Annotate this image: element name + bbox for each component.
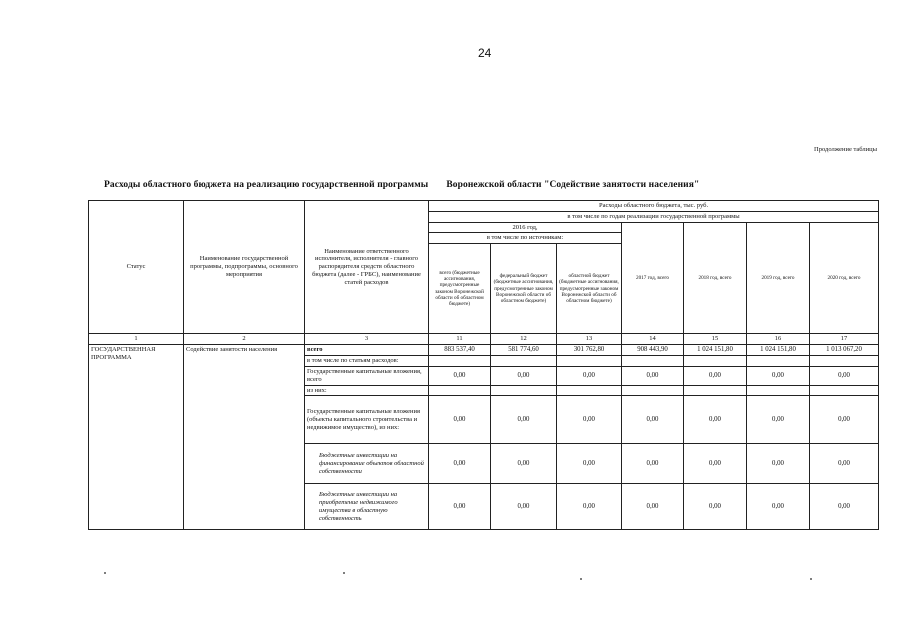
cell-value: 0,00 — [622, 444, 684, 484]
table-row — [89, 344, 879, 355]
cell-value: 1 024 151,80 — [684, 344, 747, 355]
header-executor: Наименование ответственного исполнителя, исполнителя - главного распорядителя средств областного бюджета (далее - ГРБС), наименование статей расходов — [305, 201, 429, 334]
table-title-part2: Воронежской области "Содействие занятости населения" — [446, 180, 700, 190]
scan-speck — [810, 578, 812, 580]
header-expenses-title: Расходы областного бюджета, тыс. руб. — [429, 201, 879, 212]
cell-value: 0,00 — [810, 366, 879, 385]
cell-value: 0,00 — [684, 396, 747, 444]
header-2020: 2020 год, всего — [810, 222, 879, 334]
cell-value: 0,00 — [557, 484, 622, 530]
col-number: 13 — [557, 334, 622, 345]
cell-value: 883 537,40 — [429, 344, 491, 355]
cell-value: 0,00 — [747, 444, 810, 484]
row-label: Бюджетные инвестиции на финансирование объектов областной собственности — [305, 444, 429, 484]
cell-value: 0,00 — [429, 484, 491, 530]
cell-value: 0,00 — [622, 396, 684, 444]
header-total-2016: всего (бюджетные ассигнования, предусмотренные законом Воронежской области об областном бюджете) — [429, 244, 491, 334]
header-status: Статус — [89, 201, 184, 334]
cell-value: 0,00 — [491, 366, 557, 385]
cell-value: 0,00 — [684, 444, 747, 484]
header-regional-2016: областной бюджет (бюджетные ассигнования, предусмотренные законом Воронежской области об областном бюджете) — [557, 244, 622, 334]
status-cell: ГОСУДАРСТВЕННАЯ ПРОГРАММА — [89, 344, 184, 529]
col-number: 15 — [684, 334, 747, 345]
budget-table — [88, 200, 879, 530]
header-2019: 2019 год, всего — [747, 222, 810, 334]
page-number: 24 — [478, 46, 492, 60]
cell-value: 908 443,90 — [622, 344, 684, 355]
continuation-note: Продолжение таблицы — [814, 146, 877, 153]
cell-value: 0,00 — [491, 444, 557, 484]
scan-speck — [343, 572, 345, 574]
cell-value: 0,00 — [810, 484, 879, 530]
cell-value: 0,00 — [622, 366, 684, 385]
col-number: 2 — [184, 334, 305, 345]
cell-value: 0,00 — [810, 396, 879, 444]
row-label: Бюджетные инвестиции на приобретение недвижимого имущества в областную собственность — [305, 484, 429, 530]
cell-value: 581 774,60 — [491, 344, 557, 355]
cell-value: 1 024 151,80 — [747, 344, 810, 355]
cell-value: 0,00 — [429, 366, 491, 385]
cell-value: 0,00 — [684, 366, 747, 385]
cell-value: 0,00 — [429, 396, 491, 444]
header-2018: 2018 год, всего — [684, 222, 747, 334]
scan-speck — [580, 578, 582, 580]
row-label: Государственные капитальные вложения (объекты капитального строительства и недвижимое имущество), из них: — [305, 396, 429, 444]
col-number: 17 — [810, 334, 879, 345]
header-federal-2016: федеральный бюджет (бюджетные ассигнования, предусмотренные законом Воронежской области об областном бюджете) — [491, 244, 557, 334]
cell-value: 1 013 067,20 — [810, 344, 879, 355]
row-label: всего — [305, 344, 429, 355]
cell-value: 0,00 — [684, 484, 747, 530]
cell-value: 0,00 — [747, 366, 810, 385]
header-by-years: в том числе по годам реализации государственной программы — [429, 211, 879, 222]
cell-value: 0,00 — [747, 484, 810, 530]
col-number: 12 — [491, 334, 557, 345]
cell-value: 0,00 — [622, 484, 684, 530]
cell-value: 0,00 — [557, 366, 622, 385]
col-number: 1 — [89, 334, 184, 345]
cell-value: 0,00 — [491, 396, 557, 444]
cell-value: 0,00 — [810, 444, 879, 484]
col-number: 14 — [622, 334, 684, 345]
cell-value: 301 762,80 — [557, 344, 622, 355]
table-title-part1: Расходы областного бюджета на реализацию государственной программы — [104, 180, 429, 190]
header-by-sources: в том числе по источникам: — [429, 233, 622, 244]
cell-value: 0,00 — [557, 444, 622, 484]
table-title — [104, 180, 699, 190]
cell-value: 0,00 — [429, 444, 491, 484]
header-year-2016: 2016 год, — [429, 222, 622, 233]
header-program-name: Наименование государственной программы, подпрограммы, основного мероприятия — [184, 201, 305, 334]
row-label: из них: — [305, 385, 429, 396]
cell-value: 0,00 — [491, 484, 557, 530]
row-label: в том числе по статьям расходов: — [305, 356, 429, 367]
header-2017: 2017 год, всего — [622, 222, 684, 334]
cell-value: 0,00 — [557, 396, 622, 444]
col-number: 11 — [429, 334, 491, 345]
scan-speck — [104, 572, 106, 574]
cell-value: 0,00 — [747, 396, 810, 444]
col-number: 16 — [747, 334, 810, 345]
row-label: Государственные капитальные вложения, всего — [305, 366, 429, 385]
col-number: 3 — [305, 334, 429, 345]
program-name-cell: Содействие занятости населения — [184, 344, 305, 529]
